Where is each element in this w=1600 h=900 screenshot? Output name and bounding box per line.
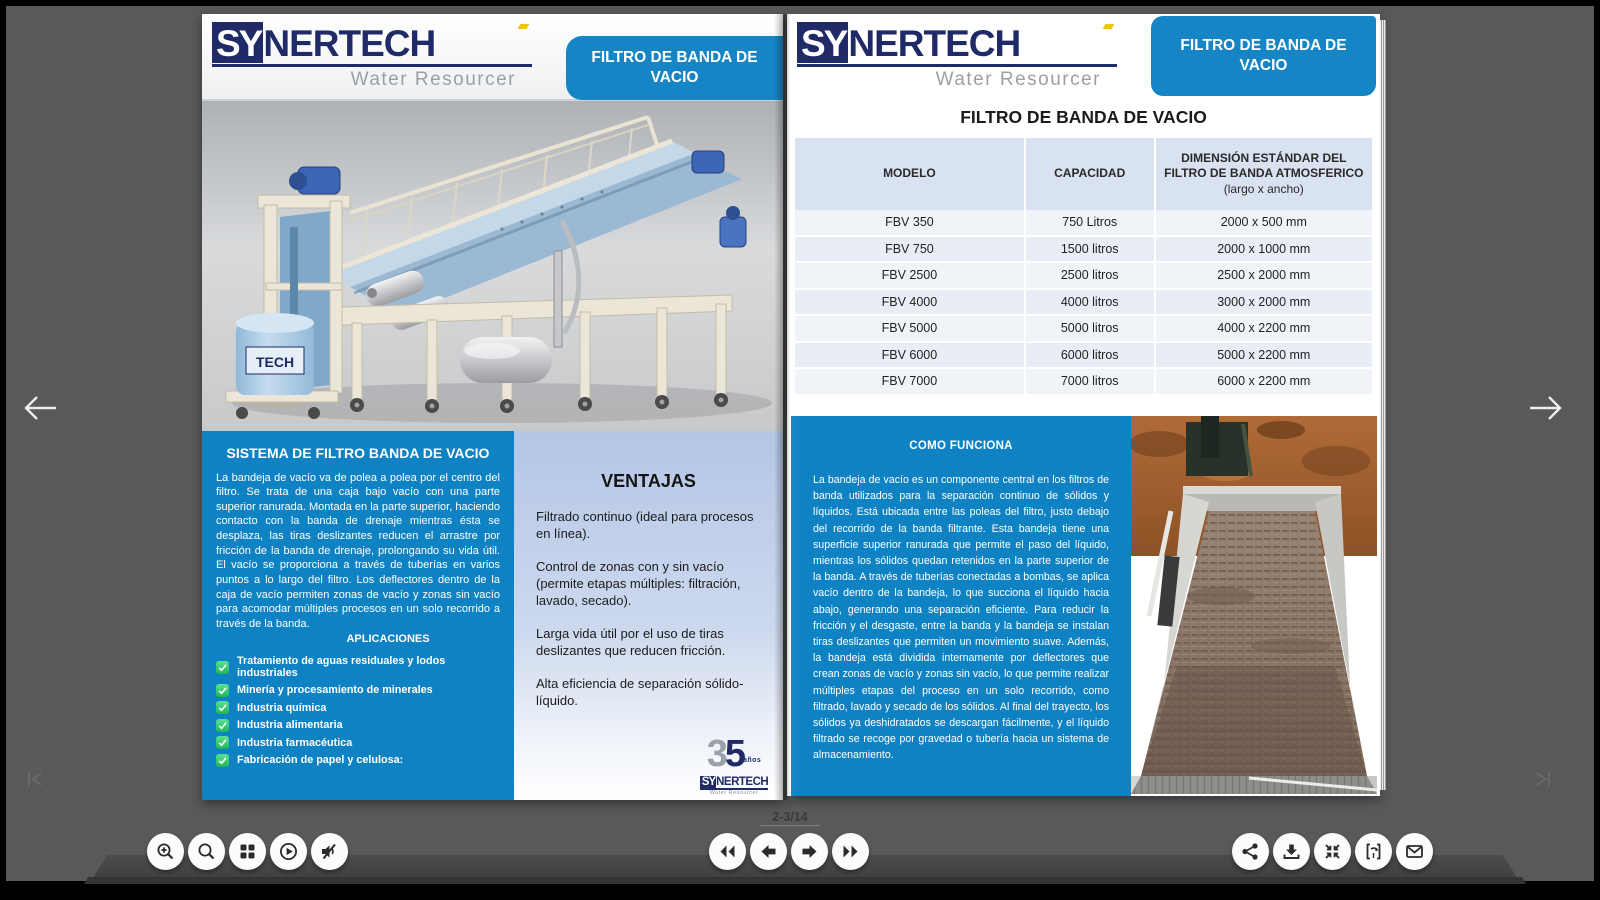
- toolbar-platform-lip: [84, 877, 1526, 884]
- table-row: FBV 7000 7000 litros 6000 x 2200 mm: [795, 369, 1372, 396]
- table-row: FBV 350 750 Litros 2000 x 500 mm: [795, 210, 1372, 237]
- advantage-item: Larga vida útil por el uso de tiras deslizantes que reducen fricción.: [536, 626, 726, 658]
- check-icon: [216, 661, 229, 674]
- logo-accent: [518, 24, 530, 29]
- table-row: FBV 2500 2500 litros 2500 x 2000 mm: [795, 263, 1372, 290]
- table-row: FBV 6000 6000 litros 5000 x 2200 mm: [795, 343, 1372, 370]
- advantage-item: Alta eficiencia de separación sólido-líquido.: [536, 676, 744, 708]
- check-icon: [216, 719, 229, 732]
- anniversary-label: años: [742, 757, 762, 765]
- application-item: Industria alimentaria: [216, 719, 500, 732]
- system-panel-body: La bandeja de vacío va de polea a polea por el centro del filtro. Se trata de una caja bajo vacío con una parte superior ranurada. Montada en la parte superior, haciendo contacto con la banda de drenaje mientras ésta se desplaza, las tiras deslizantes reducen el arrastre por fricción de la banda de drenaje, prolongando su vida útil. El vacío se proporciona a través de tuberías en varios puntos a lo largo del filtro. Los deflectores dentro de la caja de vacío permiten zonas de vacío y zonas sin vacío para acomodar múltiples procesos en un solo recorrido a través de la banda.: [216, 471, 500, 630]
- right-page-header: [787, 14, 1380, 101]
- zoom-in-button[interactable]: [147, 833, 184, 870]
- table-title: FILTRO DE BANDA DE VACIO: [787, 98, 1380, 136]
- spec-table: [795, 138, 1372, 396]
- page-indicator[interactable]: 2-3/14: [742, 808, 838, 826]
- previous-page-button[interactable]: [750, 833, 787, 870]
- email-button[interactable]: [1396, 833, 1433, 870]
- advantages-panel: [514, 431, 783, 800]
- system-description-panel: [202, 431, 514, 800]
- anniversary-logo: 35años SY NERTECH Water Resourcer: [701, 733, 769, 796]
- thumbnails-button[interactable]: [229, 833, 266, 870]
- application-item: Fabricación de papel y celulosa:: [216, 754, 500, 767]
- system-panel-title: SISTEMA DE FILTRO BANDA DE VACIO: [226, 445, 490, 461]
- application-item: Minería y procesamiento de minerales: [216, 684, 500, 697]
- previous-spread-arrow[interactable]: [20, 392, 60, 424]
- product-badge: FILTRO DE BANDA DE VACIO: [1151, 16, 1376, 96]
- check-icon: [216, 701, 229, 714]
- left-page[interactable]: [202, 14, 783, 800]
- logo-wordmark: NERTECH: [263, 23, 436, 64]
- logo-tagline: Water Resourcer: [350, 69, 516, 90]
- check-icon: [216, 684, 229, 697]
- advantages-title: VENTAJAS: [601, 471, 696, 491]
- table-row: FBV 750 1500 litros 2000 x 1000 mm: [795, 237, 1372, 264]
- next-page-button[interactable]: [791, 833, 828, 870]
- logo-tagline: Water Resourcer: [935, 69, 1101, 90]
- header-modelo: MODELO: [795, 138, 1026, 210]
- share-button[interactable]: [1232, 833, 1269, 870]
- canister-brand-label: TECH: [255, 354, 295, 370]
- search-button[interactable]: [188, 833, 225, 870]
- logo-accent: [1103, 24, 1115, 29]
- viewer-stage: [6, 6, 1594, 881]
- right-page[interactable]: [787, 14, 1380, 796]
- first-spread-button[interactable]: [709, 833, 746, 870]
- product-badge: FILTRO DE BANDA DE VACIO: [566, 36, 783, 100]
- logo-sy-mark: SY: [797, 22, 848, 63]
- filter-bed-photo: [1131, 416, 1377, 794]
- download-button[interactable]: [1273, 833, 1310, 870]
- last-spread-button[interactable]: [832, 833, 869, 870]
- next-spread-arrow[interactable]: [1526, 392, 1566, 424]
- mute-button[interactable]: [311, 833, 348, 870]
- logo-wordmark: NERTECH: [848, 23, 1021, 64]
- applications-title: APLICACIONES: [346, 633, 430, 646]
- application-item: Industria química: [216, 701, 500, 714]
- left-page-header: [202, 14, 783, 101]
- synertech-logo: [212, 22, 532, 91]
- how-it-works-title: COMO FUNCIONA: [909, 440, 1013, 452]
- advantage-item: Control de zonas con y sin vacío (permite etapas múltiples: filtración, lavado, secado).: [536, 559, 741, 608]
- how-it-works-body: La bandeja de vacío es un componente central en los filtros de banda utilizados para la separación continuo de sólidos y líquidos. Está ubicada entre las poleas del filtro, justo debajo del recorrido de la banda filtrante. Esta bandeja tiene una superficie superior ranurada que permite el paso del líquido, mientras los sólidos quedan retenidos en la parte superior de la banda. A través de tuberías conectadas a bombas, se aplica vacío dentro de la bandeja, lo que succiona el líquido hacia abajo, generando una separación eficiente. Para reducir la fricción y el desgaste, entre la banda y la bandeja se instalan tiras deslizantes que permiten un movimiento suave. Además, la bandeja está dividida internamente por deflectores que crean zonas de vacío y zonas sin vacío, lo que permite realizar múltiples etapas del proceso en un solo recorrido, como filtrado, lavado y secado de los sólidos. Al final del trayecto, los sólidos ya deshidratados se descargan fácilmente, y el líquido filtrado se recoge por gravedad o tubería hacia un sistema de almacenamiento.: [813, 474, 1109, 762]
- table-header-row: [795, 138, 1372, 210]
- machine-render-image: [202, 101, 783, 431]
- last-page-button[interactable]: [1530, 766, 1556, 792]
- application-item: Tratamiento de aguas residuales y lodos industriales: [216, 655, 500, 679]
- table-row: FBV 4000 4000 litros 3000 x 2000 mm: [795, 290, 1372, 317]
- synertech-logo: [797, 22, 1117, 91]
- check-icon: [216, 754, 229, 767]
- autoplay-button[interactable]: [270, 833, 307, 870]
- advantage-item: Filtrado continuo (ideal para procesos en línea).: [536, 509, 754, 541]
- check-icon: [216, 736, 229, 749]
- header-dimension: DIMENSIÓN ESTÁNDAR DEL FILTRO DE BANDA ATMOSFERICO (largo x ancho): [1164, 150, 1364, 196]
- how-it-works-panel: [791, 416, 1131, 796]
- page-flip-mode-button[interactable]: [1355, 833, 1392, 870]
- exit-fullscreen-button[interactable]: [1314, 833, 1351, 870]
- header-capacidad: CAPACIDAD: [1026, 138, 1156, 210]
- page-stack-edge: [1380, 20, 1386, 790]
- application-item: Industria farmacéutica: [216, 736, 500, 749]
- logo-sy-mark: SY: [212, 22, 263, 63]
- first-page-button[interactable]: [22, 766, 48, 792]
- table-row: FBV 5000 5000 litros 4000 x 2200 mm: [795, 316, 1372, 343]
